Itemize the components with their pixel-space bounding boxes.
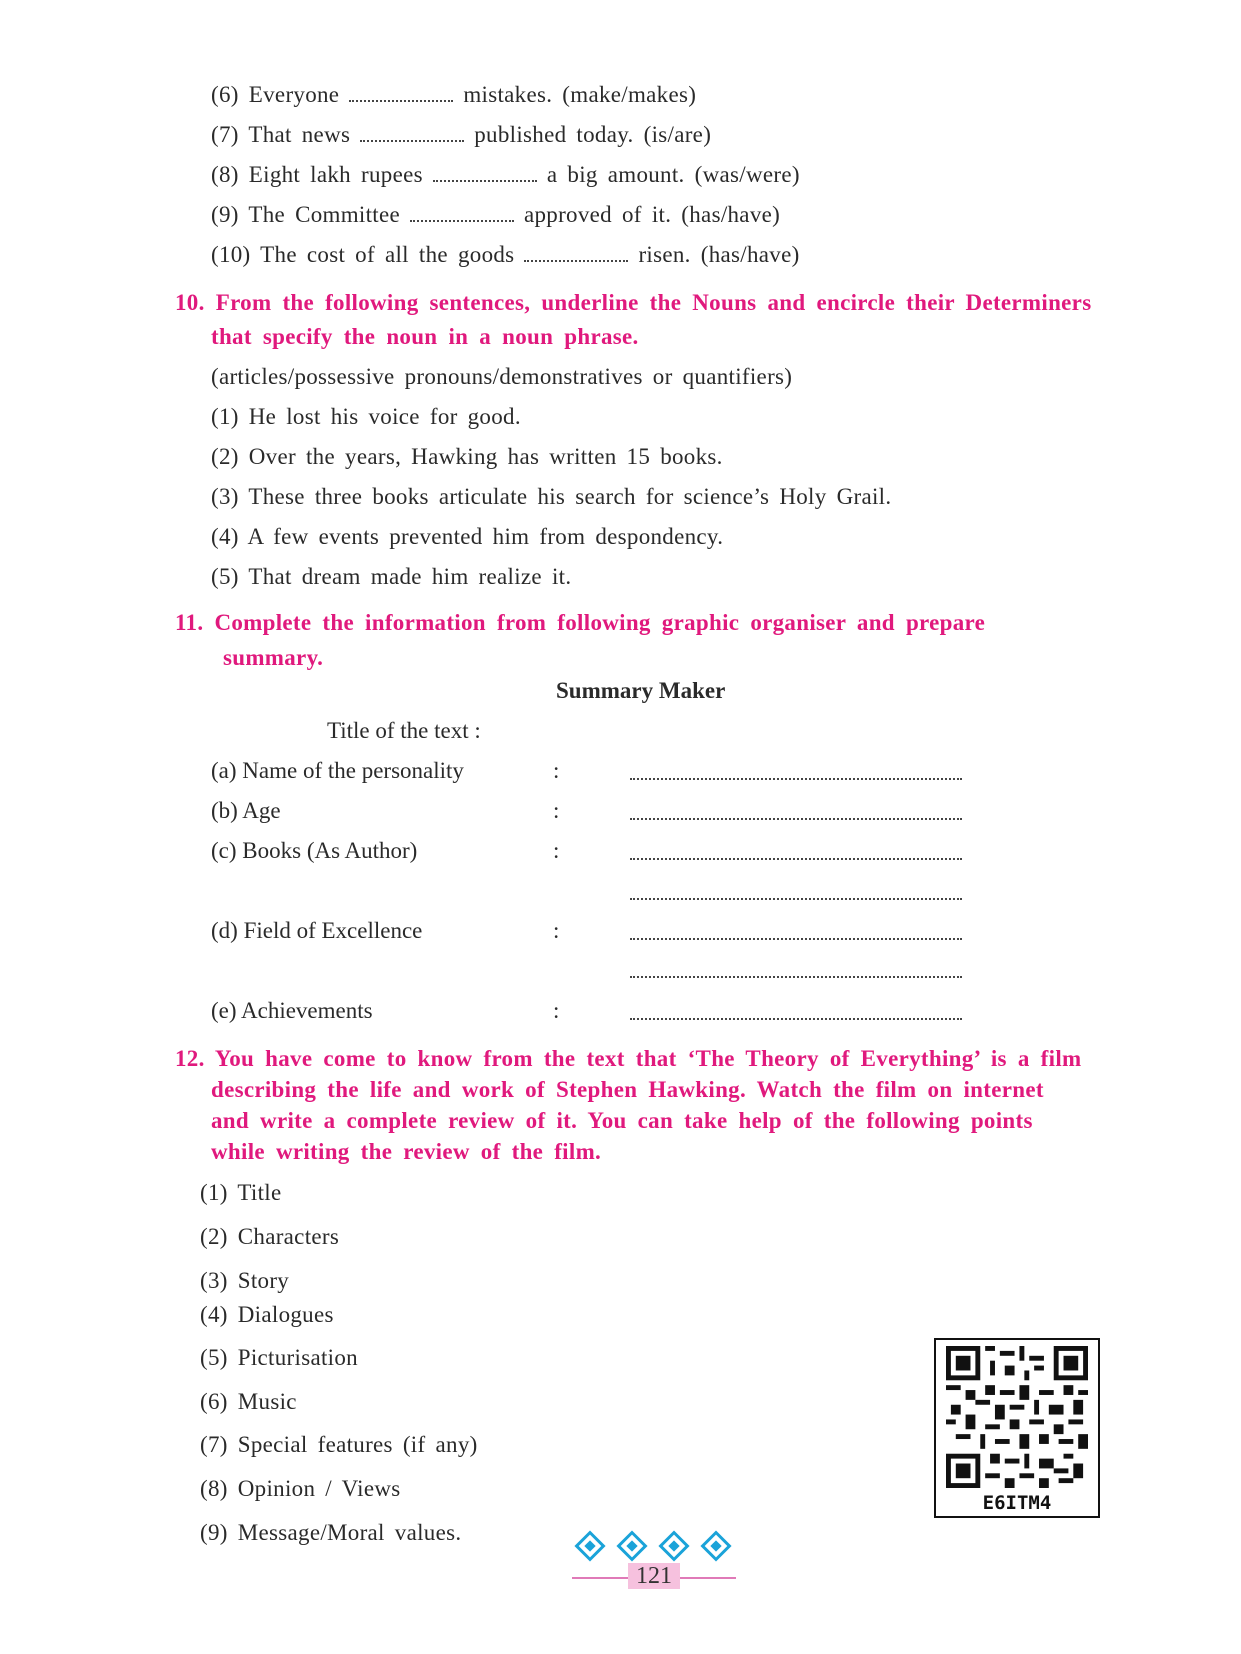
field-colon: : — [553, 838, 560, 863]
item-text: published today. (is/are) — [474, 122, 712, 147]
field-colon: : — [553, 798, 560, 823]
question-text: and write a complete review of it. You can take help of the following points — [211, 1108, 1033, 1133]
review-point: (9) Message/Moral values. — [200, 1520, 462, 1545]
question-text: You have come to know from the text that ‘The Theory of Everything’ is a film — [214, 1046, 1082, 1071]
answer-line — [630, 898, 962, 900]
item-text: The cost of all the goods — [260, 242, 515, 267]
verb-item — [211, 242, 800, 268]
item-number: (6) — [211, 82, 239, 107]
answer-line — [630, 818, 962, 820]
question-text: summary. — [223, 645, 324, 670]
field-label: (b) Age — [211, 798, 281, 823]
sentence-item: (5) That dream made him realize it. — [211, 564, 572, 589]
question-text: describing the life and work of Stephen Hawking. Watch the film on internet — [211, 1077, 1044, 1102]
diamond-ornament-icon — [700, 1530, 731, 1561]
page-number-rule — [680, 1577, 736, 1579]
review-point: (3) Story — [200, 1268, 290, 1293]
item-number: (8) — [211, 162, 239, 187]
item-text: Everyone — [248, 82, 340, 107]
sentence-item: (2) Over the years, Hawking has written 15 books. — [211, 444, 723, 469]
question-10-heading — [175, 286, 1135, 319]
question-text: while writing the review of the film. — [211, 1139, 602, 1164]
field-label: (c) Books (As Author) — [211, 838, 418, 863]
review-point: (8) Opinion / Views — [200, 1476, 401, 1501]
item-number: (7) — [211, 122, 239, 147]
item-number: (10) — [211, 242, 251, 267]
answer-line — [630, 858, 962, 860]
item-text: approved of it. (has/have) — [523, 202, 781, 227]
field-label: (d) Field of Excellence — [211, 918, 423, 943]
item-number: (9) — [211, 202, 239, 227]
answer-line — [630, 1018, 962, 1020]
qr-code — [934, 1338, 1100, 1518]
review-point: (6) Music — [200, 1389, 297, 1414]
review-point: (5) Picturisation — [200, 1345, 358, 1370]
item-text: That news — [248, 122, 351, 147]
question-note: (articles/possessive pronouns/demonstratives or quantifiers) — [211, 364, 793, 389]
verb-item — [211, 122, 711, 148]
verb-item — [211, 202, 780, 228]
question-11-heading-cont — [223, 641, 323, 674]
question-text: From the following sentences, underline the Nouns and encircle their Determiners — [215, 290, 1092, 315]
review-point: (2) Characters — [200, 1224, 340, 1249]
item-text: Eight lakh rupees — [248, 162, 423, 187]
question-11-heading — [175, 606, 985, 639]
review-point: (1) Title — [200, 1180, 282, 1205]
item-text: risen. (has/have) — [638, 242, 800, 267]
diamond-ornament-icon — [574, 1530, 605, 1561]
question-number: 11. — [175, 610, 204, 635]
field-label: (e) Achievements — [211, 998, 373, 1023]
question-10-heading-cont — [211, 320, 639, 353]
question-text: Complete the information from following graphic organiser and prepare — [214, 610, 986, 635]
question-number: 10. — [175, 290, 205, 315]
summary-maker-title: Summary Maker — [556, 678, 726, 703]
page-number: 121 — [628, 1563, 680, 1589]
field-colon: : — [553, 758, 560, 783]
blank-line — [349, 88, 453, 102]
answer-line — [630, 778, 962, 780]
blank-line — [524, 248, 628, 262]
sentence-item: (4) A few events prevented him from despondency. — [211, 524, 724, 549]
diamond-ornament-icon — [616, 1530, 647, 1561]
blank-line — [410, 208, 514, 222]
sentence-item: (3) These three books articulate his search for science’s Holy Grail. — [211, 484, 892, 509]
answer-line — [630, 976, 962, 978]
question-number: 12. — [175, 1046, 205, 1071]
diamond-ornament-icon — [658, 1530, 689, 1561]
item-text: mistakes. (make/makes) — [463, 82, 697, 107]
field-label: (a) Name of the personality — [211, 758, 464, 783]
review-point: (7) Special features (if any) — [200, 1432, 478, 1457]
blank-line — [360, 128, 464, 142]
blank-line — [433, 168, 537, 182]
page-number-rule — [572, 1577, 628, 1579]
item-text: The Committee — [248, 202, 400, 227]
sentence-item: (1) He lost his voice for good. — [211, 404, 521, 429]
qr-code-label: E6ITM4 — [982, 1492, 1052, 1514]
item-text: a big amount. (was/were) — [546, 162, 800, 187]
field-colon: : — [553, 998, 560, 1023]
qr-pattern-icon — [944, 1346, 1090, 1488]
question-text: that specify the noun in a noun phrase. — [211, 324, 639, 349]
field-colon: : — [553, 918, 560, 943]
review-point: (4) Dialogues — [200, 1302, 334, 1327]
question-12-heading — [175, 1042, 1135, 1075]
verb-item — [211, 82, 696, 108]
answer-line — [630, 938, 962, 940]
verb-item — [211, 162, 800, 188]
title-of-text-label: Title of the text : — [327, 718, 481, 743]
